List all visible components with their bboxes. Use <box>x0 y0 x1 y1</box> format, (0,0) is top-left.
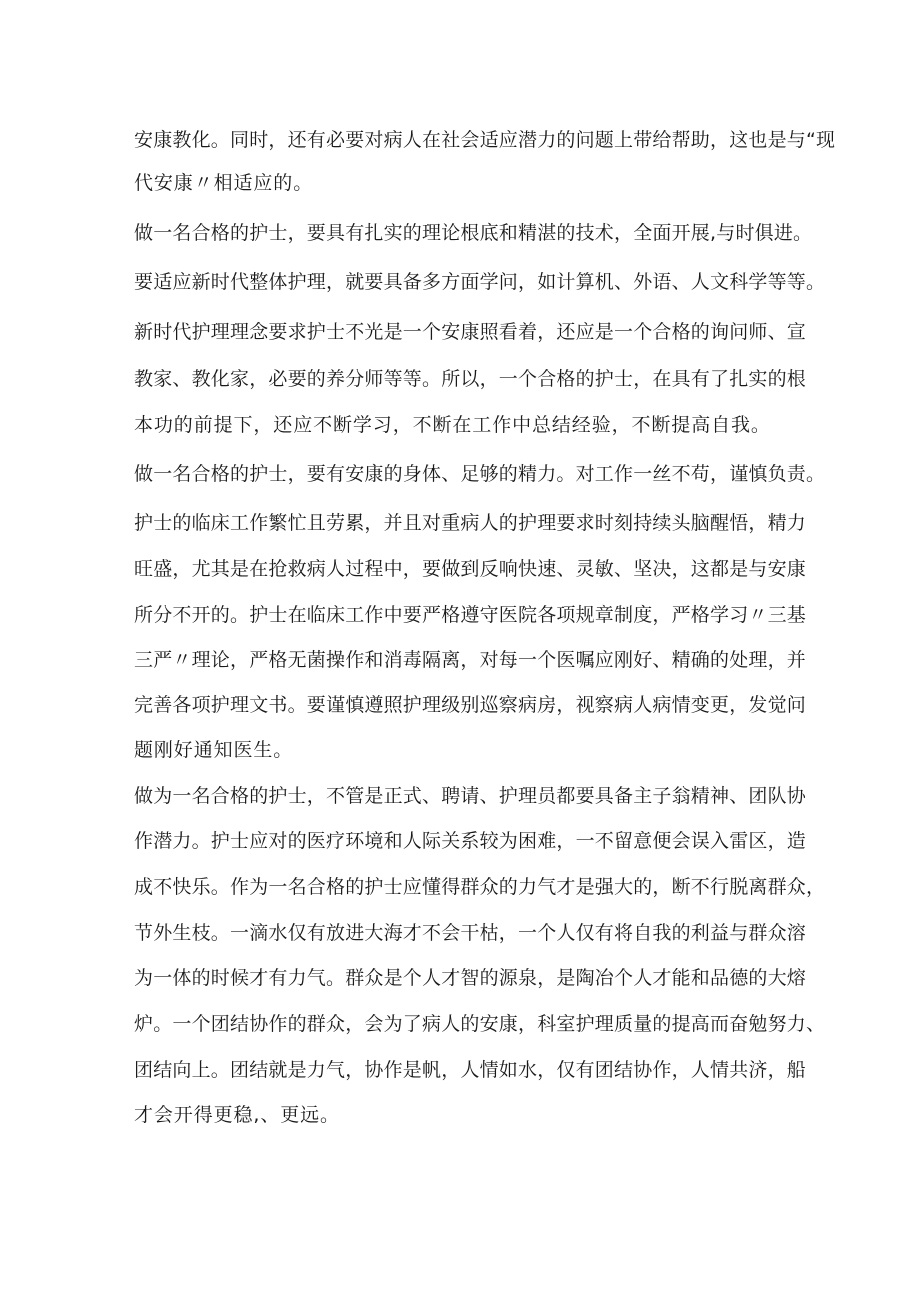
text-line: 三严〃理论，严格无菌操作和消毒隔离，对每一个医嘱应刚好、精确的处理，并 <box>134 649 807 671</box>
text-line: 所分不开的。护士在临床工作中要严格遵守医院各项规章制度，严格学习〃三基 <box>134 604 807 626</box>
text-line: 为一体的时候才有力气。群众是个人才智的源泉，是陶冶个人才能和品德的大熔 <box>134 967 807 989</box>
text-line: 做为一名合格的护士，不管是正式、聘请、护理员都要具备主子翁精神、团队协 <box>134 785 807 807</box>
text-line: 题刚好通知医生。 <box>134 739 294 761</box>
text-line: 完善各项护理文书。要谨慎遵照护理级别巡察病房，视察病人病情变更，发觉问 <box>134 694 807 716</box>
text-line: 做一名合格的护士，要具有扎实的理论根底和精湛的技术，全面开展,与时俱进。 <box>134 222 813 244</box>
text-line: 护士的临床工作繁忙且劳累，并且对重病人的护理要求时刻持续头脑醒悟，精力 <box>134 512 807 534</box>
text-line: 炉。一个团结协作的群众，会为了病人的安康，科室护理质量的提高而奋勉努力、 <box>134 1013 826 1035</box>
text-line: 才会开得更稳,、更远。 <box>134 1104 340 1126</box>
text-line: 作潜力。护士应对的医疗环境和人际关系较为困难，一不留意便会误入雷区，造 <box>134 830 807 852</box>
text-line: 成不快乐。作为一名合格的护士应懂得群众的力气才是强大的，断不行脱离群众， <box>134 876 826 898</box>
text-line: 要适应新时代整体护理，就要具备多方面学问，如计算机、外语、人文科学等等。 <box>134 271 826 293</box>
text-line: 节外生枝。一滴水仅有放进大海才不会干枯，一个人仅有将自我的利益与群众溶 <box>134 922 807 944</box>
text-line: 团结向上。团结就是力气，协作是帆，人情如水，仅有团结协作，人情共济，船 <box>134 1059 807 1081</box>
text-line: 旺盛，尤其是在抢救病人过程中，要做到反响快速、灵敏、坚决，这都是与安康 <box>134 558 807 580</box>
text-line: 新时代护理理念要求护士不光是一个安康照看着，还应是一个合格的询问师、宣 <box>134 321 807 343</box>
text-line: 代安康〃相适应的。 <box>134 172 314 194</box>
text-line: 做一名合格的护士，要有安康的身体、足够的精力。对工作一丝不苟，谨慎负责。 <box>134 463 826 485</box>
text-line: 本功的前提下，还应不断学习，不断在工作中总结经验，不断提高自我。 <box>134 414 771 436</box>
text-line: 教家、教化家，必要的养分师等等。所以，一个合格的护士，在具有了扎实的根 <box>134 368 807 390</box>
text-line: 安康教化。同时，还有必要对病人在社会适应潜力的问题上带给帮助，这也是与“现 <box>134 129 836 151</box>
